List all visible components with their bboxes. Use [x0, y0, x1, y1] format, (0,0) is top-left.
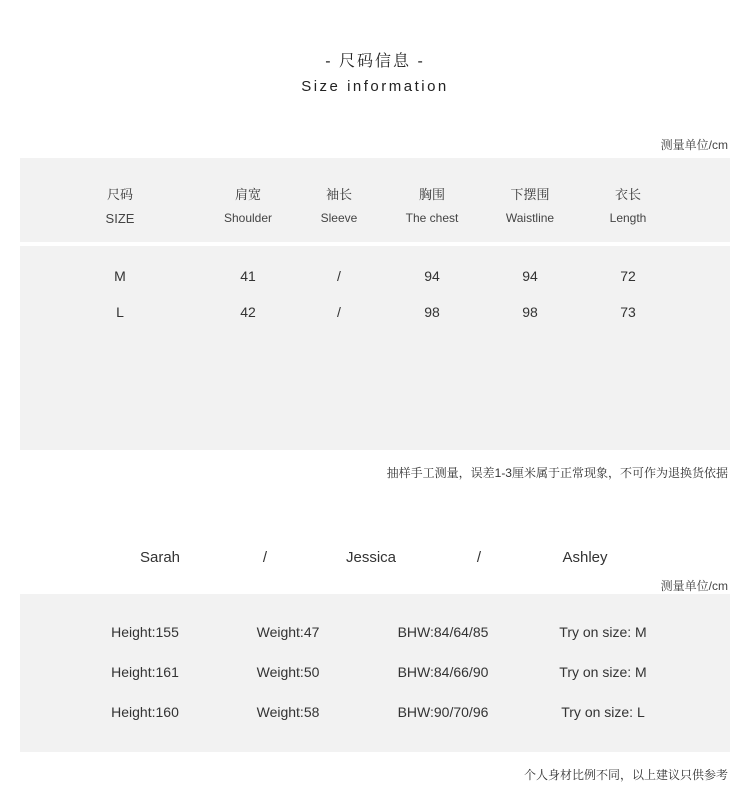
- cell-waistline: 98: [522, 304, 538, 320]
- section-title-cn: - 尺码信息 -: [325, 53, 425, 70]
- cell-shoulder: 41: [240, 268, 256, 284]
- header-size-cn: 尺码: [106, 187, 133, 202]
- header-length-en: Length: [609, 211, 647, 225]
- model-try-size: Try on size: M: [559, 664, 647, 680]
- header-waistline: [475, 184, 585, 225]
- header-chest-cn: 胸围: [418, 187, 445, 202]
- header-shoulder-cn: 肩宽: [234, 187, 261, 202]
- model-separator: /: [262, 549, 268, 566]
- section-title-en: Size information: [301, 78, 449, 95]
- header-chest-en: The chest: [405, 211, 459, 225]
- cell-length: 73: [620, 304, 636, 320]
- cell-length: 72: [620, 268, 636, 284]
- model-height: Height:155: [111, 624, 179, 640]
- header-shoulder-en: Shoulder: [223, 211, 273, 225]
- model-separator: /: [476, 549, 482, 566]
- header-sleeve-cn: 袖长: [325, 187, 352, 202]
- model-try-size: Try on size: M: [559, 624, 647, 640]
- cell-sleeve: /: [337, 304, 341, 320]
- cell-size: M: [114, 268, 126, 284]
- size-table-header: [20, 158, 730, 242]
- model-weight: Weight:58: [256, 704, 320, 720]
- model-bhw: BHW:90/70/96: [397, 704, 489, 720]
- model-bhw: BHW:84/66/90: [397, 664, 489, 680]
- header-sleeve-en: Sleeve: [320, 211, 358, 225]
- header-length-cn: 衣长: [614, 187, 641, 202]
- model-name-jessica: Jessica: [345, 549, 397, 566]
- model-try-size: Try on size: L: [561, 704, 645, 720]
- model-table: [20, 594, 730, 752]
- fit-note: 个人身材比例不同，以上建议只供参考: [523, 768, 728, 782]
- header-length: [573, 184, 683, 225]
- model-height: Height:160: [111, 704, 179, 720]
- model-bhw: BHW:84/64/85: [397, 624, 489, 640]
- measurement-note: 抽样手工测量，误差1-3厘米属于正常现象，不可作为退换货依据: [386, 466, 728, 480]
- table-row: [20, 268, 730, 288]
- table-row: [20, 624, 730, 644]
- size-table-body: [20, 246, 730, 450]
- header-size-en: SIZE: [105, 211, 135, 226]
- table-row: [20, 304, 730, 324]
- header-waistline-en: Waistline: [505, 211, 555, 225]
- model-height: Height:161: [111, 664, 179, 680]
- model-weight: Weight:50: [256, 664, 320, 680]
- cell-waistline: 94: [522, 268, 538, 284]
- model-weight: Weight:47: [256, 624, 320, 640]
- model-unit-label: 测量单位/cm: [660, 579, 728, 593]
- table-row: [20, 704, 730, 724]
- model-name-ashley: Ashley: [562, 549, 608, 566]
- cell-size: L: [116, 304, 124, 320]
- header-size: [65, 184, 175, 226]
- cell-sleeve: /: [337, 268, 341, 284]
- table-row: [20, 664, 730, 684]
- header-waistline-cn: 下摆围: [510, 187, 550, 202]
- header-chest: [377, 184, 487, 225]
- model-name-sarah: Sarah: [139, 549, 181, 566]
- size-unit-label: 测量单位/cm: [660, 138, 728, 152]
- cell-chest: 98: [424, 304, 440, 320]
- cell-chest: 94: [424, 268, 440, 284]
- cell-shoulder: 42: [240, 304, 256, 320]
